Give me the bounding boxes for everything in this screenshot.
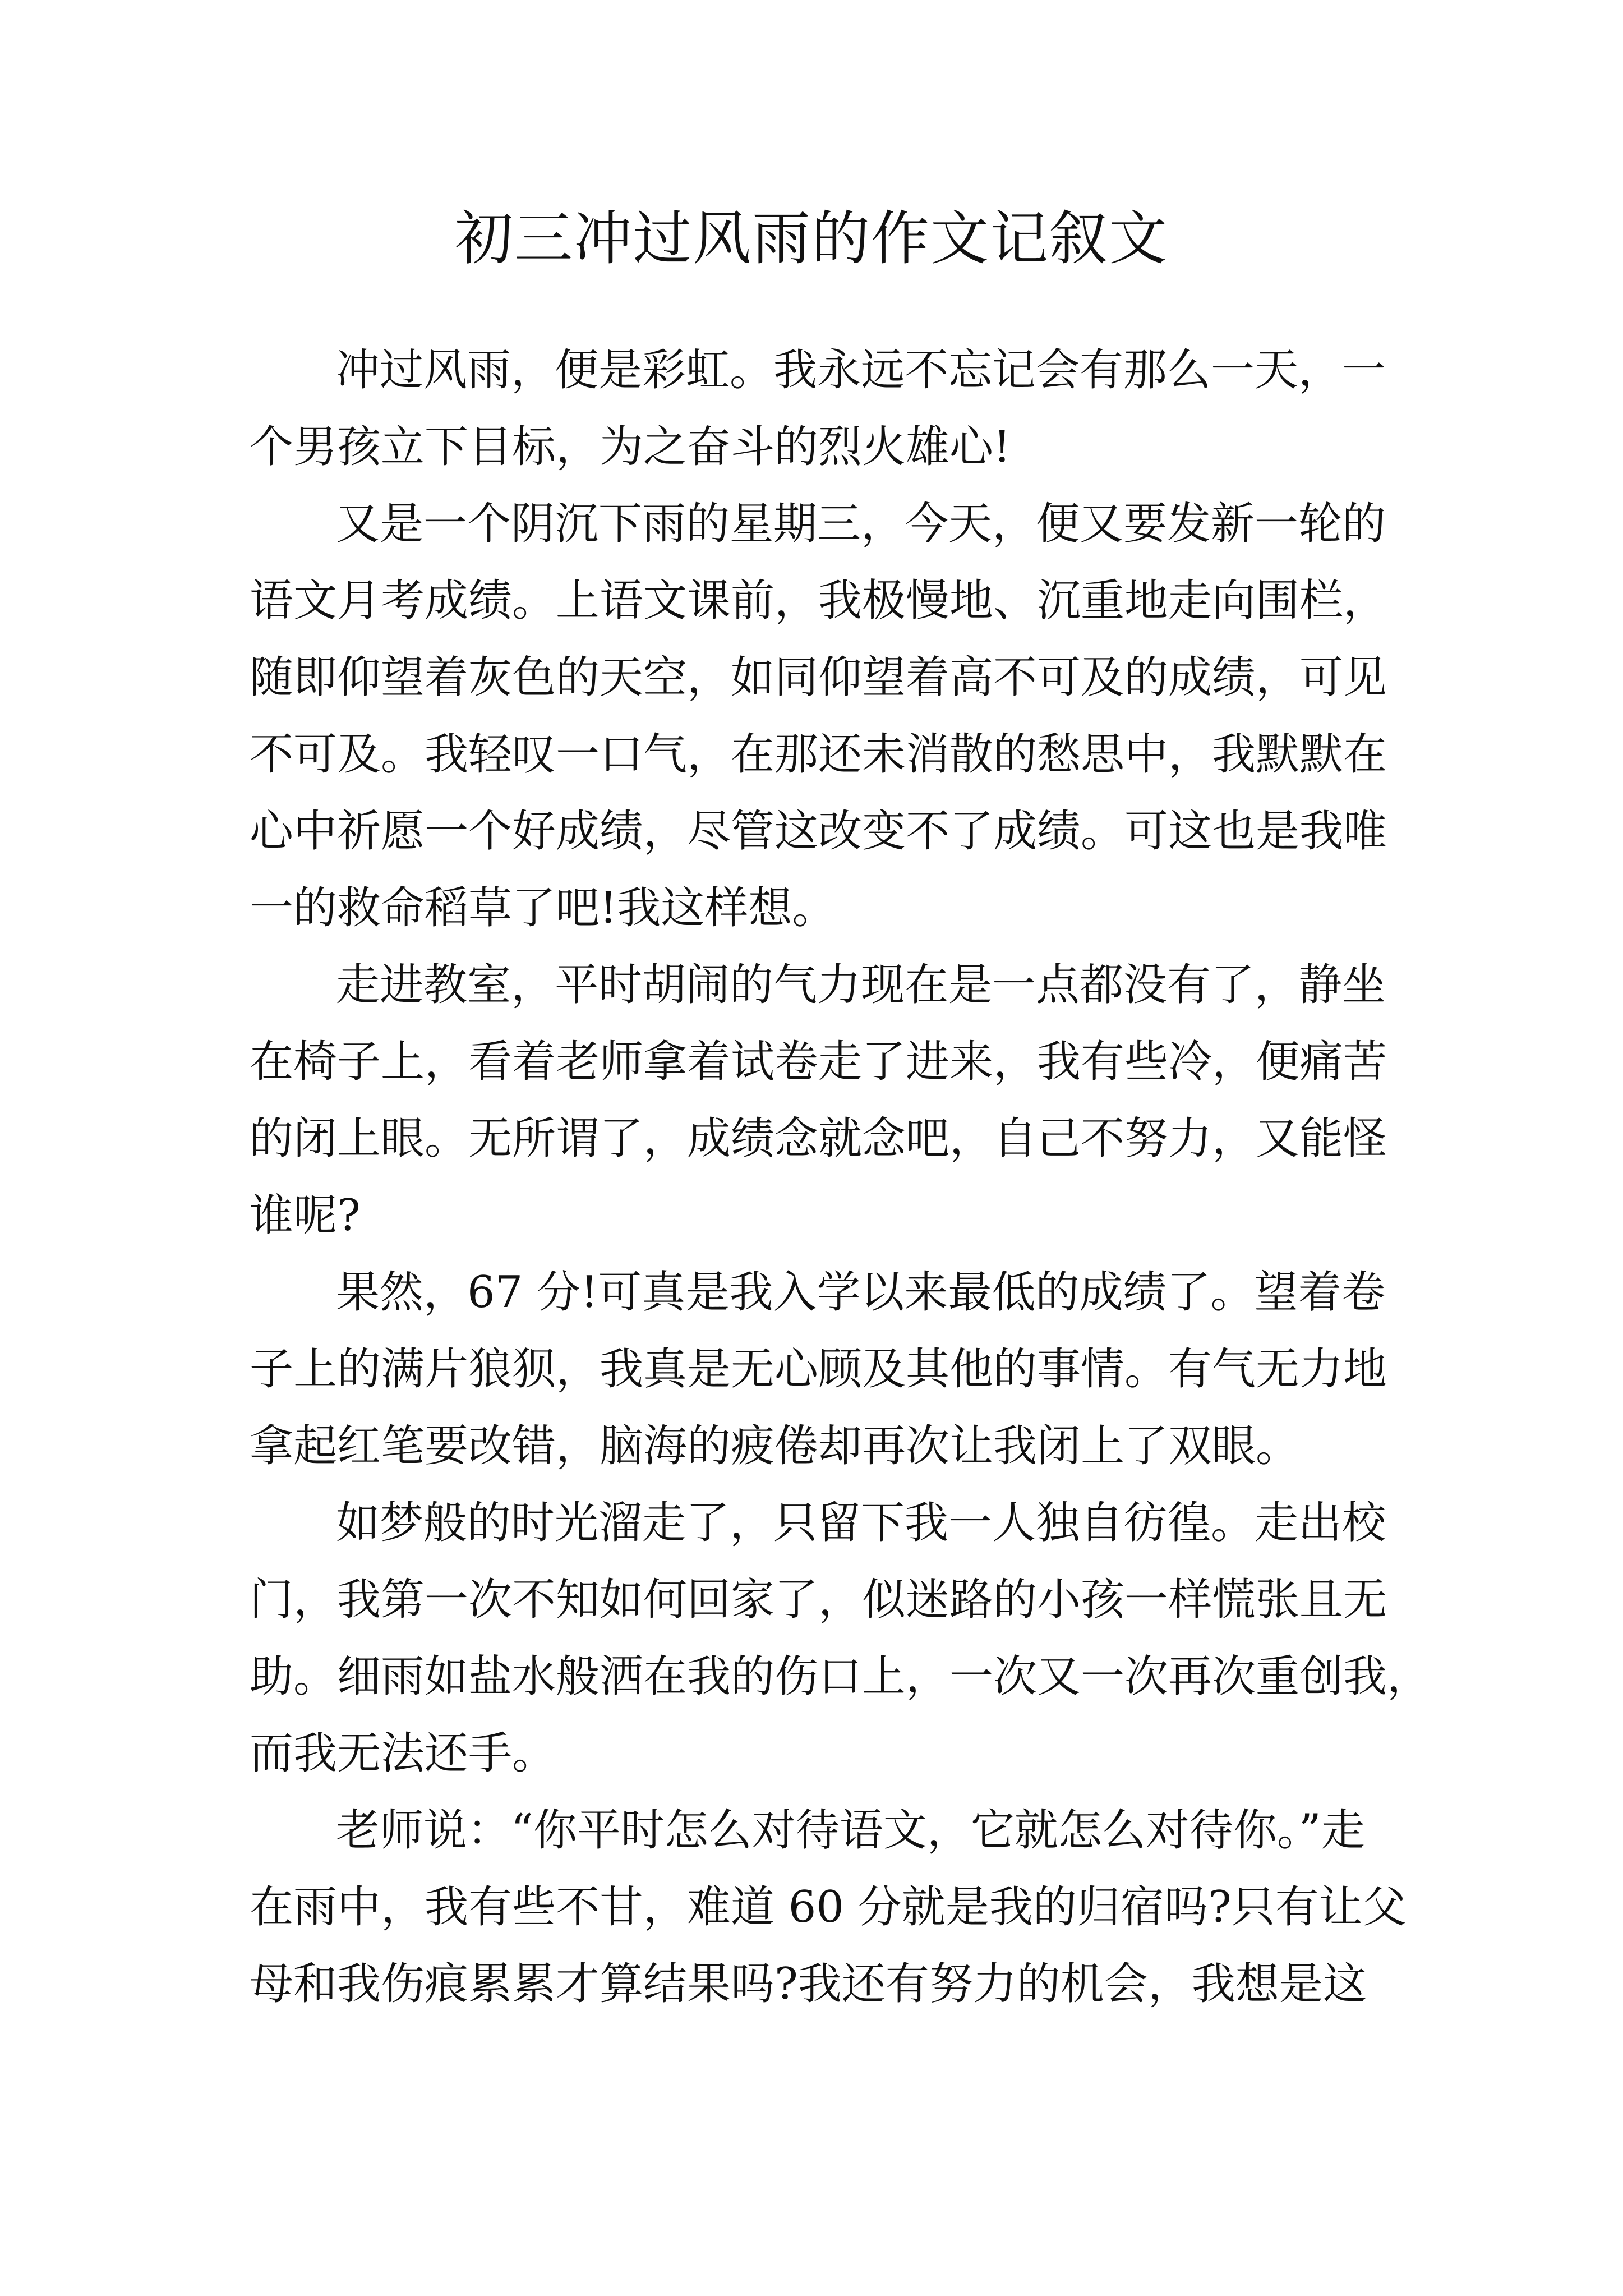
text-line: 在雨中，我有些不甘，难道 60 分就是我的归宿吗?只有让父 bbox=[250, 1882, 1407, 1932]
paragraph-5 bbox=[250, 1485, 1431, 1792]
text-line: 走进教室，平时胡闹的气力现在是一点都没有了，静坐 bbox=[336, 960, 1386, 1010]
text-line: 不可及。我轻叹一口气，在那还未消散的愁思中，我默默在 bbox=[250, 729, 1387, 780]
paragraph-2 bbox=[250, 486, 1399, 947]
document-body bbox=[250, 332, 1431, 2023]
text-line: 助。细雨如盐水般洒在我的伤口上，一次又一次再次重创我， bbox=[250, 1651, 1431, 1702]
text-line: 又是一个阴沉下雨的星期三，今天，便又要发新一轮的 bbox=[336, 499, 1386, 549]
text-line: 冲过风雨，便是彩虹。我永远不忘记会有那么一天，一 bbox=[336, 345, 1386, 395]
text-line: 老师说：“你平时怎么对待语文，它就怎么对待你。”走 bbox=[336, 1805, 1365, 1856]
text-line: 在椅子上，看着老师拿着试卷走了进来，我有些冷，便痛苦 bbox=[250, 1037, 1387, 1087]
text-line: 子上的满片狼狈，我真是无心顾及其他的事情。有气无力地 bbox=[250, 1344, 1387, 1395]
text-line: 谁呢? bbox=[250, 1190, 361, 1241]
text-line: 母和我伤痕累累才算结果吗?我还有努力的机会，我想是这 bbox=[250, 1959, 1367, 2009]
paragraph-4 bbox=[250, 1254, 1399, 1485]
text-line: 个男孩立下目标，为之奋斗的烈火雄心! bbox=[250, 422, 1011, 472]
text-line: 门，我第一次不知如何回家了，似迷路的小孩一样慌张且无 bbox=[250, 1575, 1387, 1625]
text-line: 如梦般的时光溜走了，只留下我一人独自彷徨。走出校 bbox=[336, 1498, 1386, 1548]
text-line: 一的救命稻草了吧!我这样想。 bbox=[250, 883, 836, 933]
text-line: 的闭上眼。无所谓了，成绩念就念吧，自己不努力，又能怪 bbox=[250, 1114, 1387, 1164]
text-line: 语文月考成绩。上语文课前，我极慢地、沉重地走向围栏， bbox=[250, 576, 1387, 626]
paragraph-3 bbox=[250, 947, 1399, 1254]
text-line: 果然，67 分!可真是我入学以来最低的成绩了。望着卷 bbox=[336, 1267, 1386, 1318]
text-line: 随即仰望着灰色的天空，如同仰望着高不可及的成绩，可见 bbox=[250, 652, 1387, 703]
paragraph-1 bbox=[250, 332, 1399, 486]
text-line: 而我无法还手。 bbox=[250, 1728, 556, 1779]
paragraph-6 bbox=[250, 1792, 1407, 2023]
text-line: 心中祈愿一个好成绩，尽管这改变不了成绩。可这也是我唯 bbox=[250, 806, 1387, 857]
document-title: 初三冲过风雨的作文记叙文 bbox=[454, 204, 1168, 273]
text-line: 拿起红笔要改错，脑海的疲倦却再次让我闭上了双眼。 bbox=[250, 1421, 1300, 1471]
